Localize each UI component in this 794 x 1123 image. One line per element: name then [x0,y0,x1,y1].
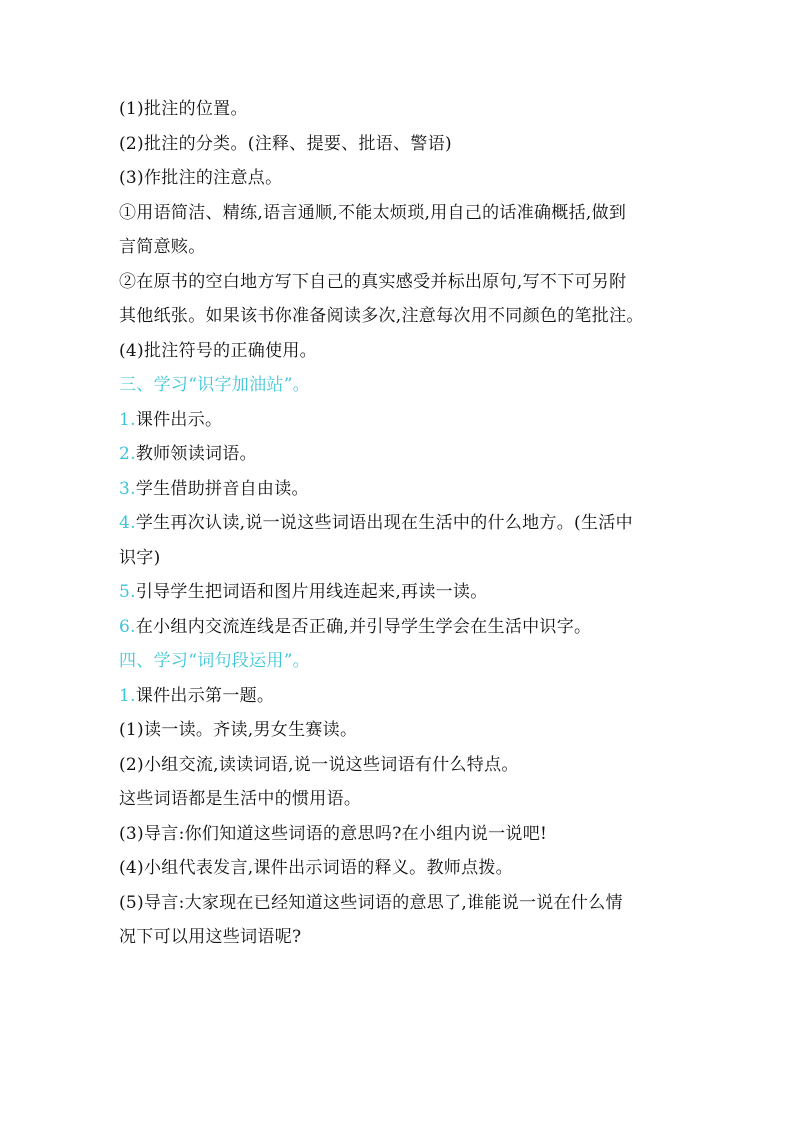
text-line: (4)小组代表发言,课件出示词语的释义。教师点拨。 [119,858,513,878]
numbered-item [119,610,679,645]
item-number: 6. [119,616,136,637]
text-line: (1)批注的位置。 [119,99,248,119]
text-line: 况下可以用这些词语呢? [119,927,302,947]
text-line: 这些词语都是生活中的惯用语。 [119,789,362,809]
text-line: ②在原书的空白地方写下自己的真实感受并标出原句,写不下可另附 [119,271,627,292]
item-text: 课件出示第一题。 [135,685,275,706]
item-text: 教师领读词语。 [135,444,257,464]
numbered-item [119,575,679,610]
item-number: 1. [119,409,136,430]
text-line: 言简意赅。 [119,237,206,257]
numbered-item [119,403,679,438]
item-number: 5. [119,582,136,602]
text-line: (5)导言:大家现在已经知道这些词语的意思了,谁能说一说在什么情 [119,892,623,913]
section-heading: 三、学习“识字加油站”。 [119,375,310,395]
section-heading: 四、学习“词句段运用”。 [119,651,310,671]
document-page [119,92,679,955]
text-line: ①用语简洁、精练,语言通顺,不能太烦琐,用自己的话准确概括,做到 [119,202,627,223]
text-line: (2)批注的分类。(注释、提要、批语、警语) [119,133,452,154]
text-line: (4)批注符号的正确使用。 [119,340,317,361]
item-number: 3. [119,478,136,499]
item-text: 学生借助拼音自由读。 [135,478,309,499]
text-line: (2)小组交流,读读词语,说一说这些词语有什么特点。 [119,754,519,775]
item-number: 2. [119,444,136,464]
item-text: 课件出示。 [135,409,223,430]
text-line: (3)作批注的注意点。 [119,168,283,188]
text-line: 其他纸张。如果该书你准备阅读多次,注意每次用不同颜色的笔批注。 [119,306,644,326]
text-line: 识字) [119,547,161,568]
item-number: 1. [119,685,136,706]
item-number: 4. [119,513,136,533]
numbered-item [119,472,679,507]
text-line: (3)导言:你们知道这些词语的意思吗?在小组内说一说吧! [119,823,548,844]
item-text: 引导学生把词语和图片用线连起来,再读一读。 [135,582,488,602]
item-text: 学生再次认读,说一说这些词语出现在生活中的什么地方。(生活中 [135,513,633,533]
numbered-item [119,679,679,714]
numbered-item [119,437,679,472]
numbered-item [119,506,679,541]
item-text: 在小组内交流连线是否正确,并引导学生学会在生活中识字。 [135,616,592,637]
text-line: (1)读一读。齐读,男女生赛读。 [119,720,358,740]
